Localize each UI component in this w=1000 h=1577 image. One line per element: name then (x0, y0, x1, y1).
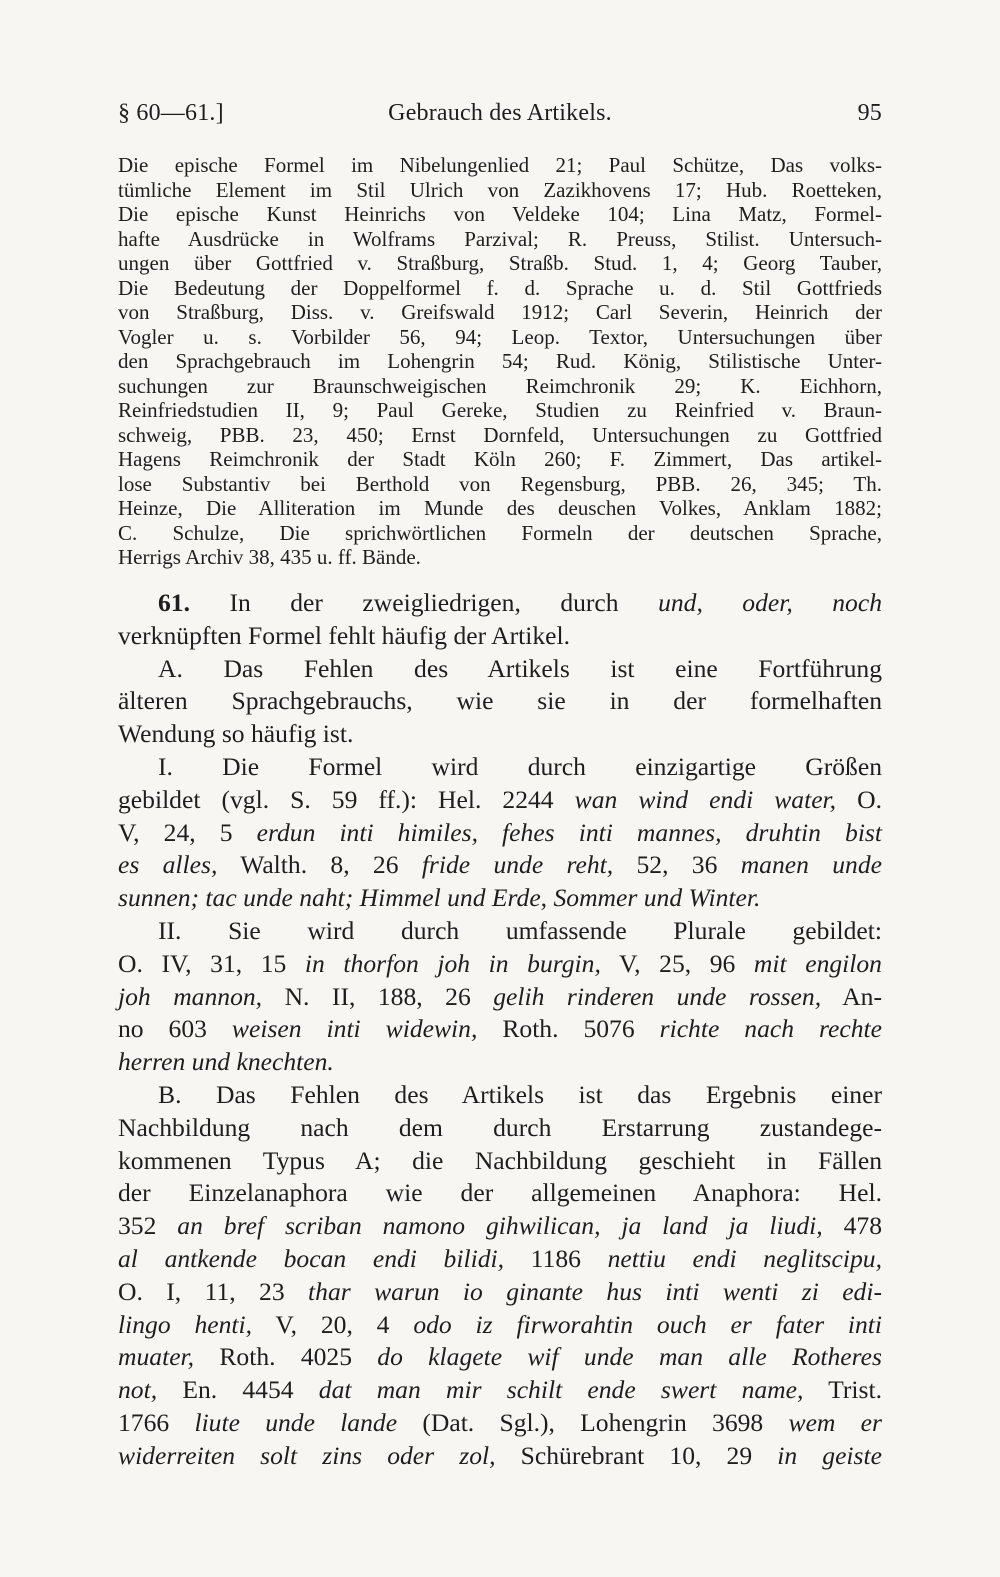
body-line (118, 1374, 882, 1407)
italic-run: al antkende bocan endi bilidi, (118, 1243, 504, 1273)
italic-run: sunnen; tac unde naht; Himmel und Erde, Sommer und Winter. (118, 883, 761, 913)
italic-run: not, (118, 1375, 158, 1405)
italic-run: fride unde reht, (421, 850, 614, 880)
italic-run: richte nach rechte (659, 1014, 882, 1044)
reference-line: schweig, PBB. 23, 450; Ernst Dornfeld, Untersuchungen zu Gottfried (118, 422, 882, 447)
text-run: no 603 (118, 1014, 207, 1044)
body-line (118, 1341, 882, 1374)
text-run: An- (842, 981, 883, 1011)
reference-line: Vogler u. s. Vorbilder 56, 94; Leop. Textor, Untersuchungen über (118, 324, 882, 349)
running-header (118, 96, 882, 130)
italic-run: wem er (788, 1407, 882, 1437)
reference-line: Die epische Formel im Nibelungenlied 21; Paul Schütze, Das volks- (118, 153, 882, 177)
text-run: N. II, 188, 26 (284, 981, 471, 1011)
body-line (118, 784, 882, 817)
italic-run: dat man mir schilt ende swert name, (318, 1375, 804, 1405)
italic-run: wan wind endi water, (574, 784, 837, 814)
text-run: 1766 (118, 1407, 170, 1437)
reference-line: Hagens Reimchronik der Stadt Köln 260; F. Zimmert, Das artikel- (118, 447, 882, 471)
italic-run: lingo henti, (118, 1309, 253, 1339)
reference-line: den Sprachgebrauch im Lohengrin 54; Rud. König, Stilistische Unter- (118, 349, 882, 373)
body-line: der Einzelanaphora wie der allgemeinen Anaphora: Hel. (118, 1178, 882, 1208)
italic-run: muater, (118, 1342, 195, 1372)
text-run: Roth. 5076 (502, 1014, 635, 1044)
section-range: § 60—61.] (118, 100, 224, 126)
text-run: O. I, 11, 23 (118, 1276, 285, 1306)
body-line (118, 1210, 882, 1243)
italic-run: es alles, (118, 850, 218, 880)
body-line-B: B. Das Fehlen des Artikels ist das Ergebnis einer (158, 1079, 882, 1109)
reference-line: lose Substantiv bei Berthold von Regensburg, PBB. 26, 345; Th. (118, 471, 882, 496)
body-line-A: A. Das Fehlen des Artikels ist eine Fortführung (158, 653, 882, 683)
reference-line: Herrigs Archiv 38, 435 u. ff. Bände. (118, 545, 421, 569)
italic-run: odo iz firworahtin ouch er fater inti (413, 1309, 882, 1339)
body-line: Nachbildung nach dem durch Erstarrung zustandege- (118, 1112, 882, 1142)
body-line (118, 1276, 882, 1309)
body-line (118, 948, 882, 981)
body-line (118, 1309, 882, 1342)
reference-line: Die epische Kunst Heinrichs von Veldeke 104; Lina Matz, Formel- (118, 202, 882, 226)
italic-run: mit engilon (753, 948, 882, 978)
text-run: 478 (843, 1211, 882, 1241)
italic-run: herren und knechten. (118, 1047, 334, 1077)
text-run: 52, 36 (636, 850, 718, 880)
body-line (118, 817, 882, 850)
body-line: kommenen Typus A; die Nachbildung geschieht in Fällen (118, 1145, 882, 1175)
italic-run: in geiste (777, 1440, 882, 1470)
bibliography-block (118, 153, 882, 570)
text-run: V, 25, 96 (618, 948, 736, 978)
italic-run: erdun inti himiles, fehes inti mannes, druhtin bist (256, 817, 882, 847)
italic-run: und, oder, noch (658, 588, 882, 617)
body-line: Wendung so häufig ist. (118, 719, 354, 749)
reference-line: Reinfriedstudien II, 9; Paul Gereke, Studien zu Reinfried v. Braun- (118, 398, 882, 422)
text-run: 1186 (530, 1243, 581, 1273)
body-line (118, 1013, 882, 1046)
italic-run: do klagete wif unde man alle Rotheres (377, 1342, 882, 1372)
reference-line: ungen über Gottfried v. Straßburg, Straßb. Stud. 1, 4; Georg Tauber, (118, 251, 882, 275)
italic-run: liute unde lande (194, 1407, 398, 1437)
text-run: gebildet (vgl. S. 59 ff.): Hel. 2244 (118, 784, 554, 814)
body-line: älteren Sprachgebrauchs, wie sie in der formelhaften (118, 686, 882, 716)
text-run: In der zweigliedrigen, durch (229, 588, 619, 617)
text-run: Schürebrant 10, 29 (520, 1440, 753, 1470)
italic-run: thar warun io ginante hus inti wenti zi edi- (308, 1276, 882, 1306)
body-line (118, 1243, 882, 1276)
italic-run: an bref scriban namono gihwilican, ja land ja liudi, (177, 1211, 823, 1241)
body-line-II: II. Sie wird durch umfassende Plurale gebildet: (158, 915, 882, 945)
body-line: verknüpften Formel fehlt häufig der Artikel. (118, 620, 571, 650)
reference-line: Die Bedeutung der Doppelformel f. d. Sprache u. d. Stil Gottfrieds (118, 275, 882, 300)
reference-line: suchungen zur Braunschweigischen Reimchronik 29; K. Eichhorn, (118, 373, 882, 398)
running-title: Gebrauch des Artikels. (388, 100, 612, 126)
text-run: O. (857, 784, 883, 814)
italic-run: nettiu endi neglitscipu, (607, 1243, 882, 1273)
italic-run: manen unde (740, 850, 882, 880)
text-run: V, 20, 4 (275, 1309, 390, 1339)
text-run: (Dat. Sgl.), Lohengrin 3698 (422, 1407, 764, 1437)
body-line (118, 1046, 882, 1079)
body-line (118, 981, 882, 1014)
section-61-heading-line (118, 587, 882, 620)
section-number: 61. (158, 588, 190, 617)
body-line-I: I. Die Formel wird durch einzigartige Größen (158, 751, 882, 781)
italic-run: gelih rinderen unde rossen, (493, 981, 822, 1011)
text-run: 352 (118, 1211, 157, 1241)
text-run: Roth. 4025 (219, 1342, 353, 1372)
reference-line: hafte Ausdrücke in Wolframs Parzival; R. Preuss, Stilist. Untersuch- (118, 226, 882, 251)
italic-run: in thorfon joh in burgin, (304, 948, 601, 978)
text-run: O. IV, 31, 15 (118, 948, 287, 978)
reference-line: C. Schulze, Die sprichwörtlichen Formeln der deutschen Sprache, (118, 520, 882, 545)
page-number: 95 (857, 100, 882, 126)
body-line (118, 1407, 882, 1440)
text-run: V, 24, 5 (118, 817, 233, 847)
text-run: Walth. 8, 26 (240, 850, 399, 880)
italic-run: widerreiten solt zins oder zol, (118, 1440, 496, 1470)
section-61-body (118, 587, 882, 1473)
reference-line: von Straßburg, Diss. v. Greifswald 1912; Carl Severin, Heinrich der (118, 300, 882, 324)
body-line (118, 882, 882, 915)
italic-run: weisen inti widewin, (231, 1014, 478, 1044)
reference-line: tümliche Element im Stil Ulrich von Zazikhovens 17; Hub. Roetteken, (118, 177, 882, 202)
reference-line: Heinze, Die Alliteration im Munde des deuschen Volkes, Anklam 1882; (118, 496, 882, 520)
italic-run: joh mannon, (118, 981, 263, 1011)
body-line (118, 849, 882, 882)
body-line (118, 1440, 882, 1473)
text-run: Trist. (828, 1375, 883, 1405)
text-run: En. 4454 (182, 1375, 294, 1405)
